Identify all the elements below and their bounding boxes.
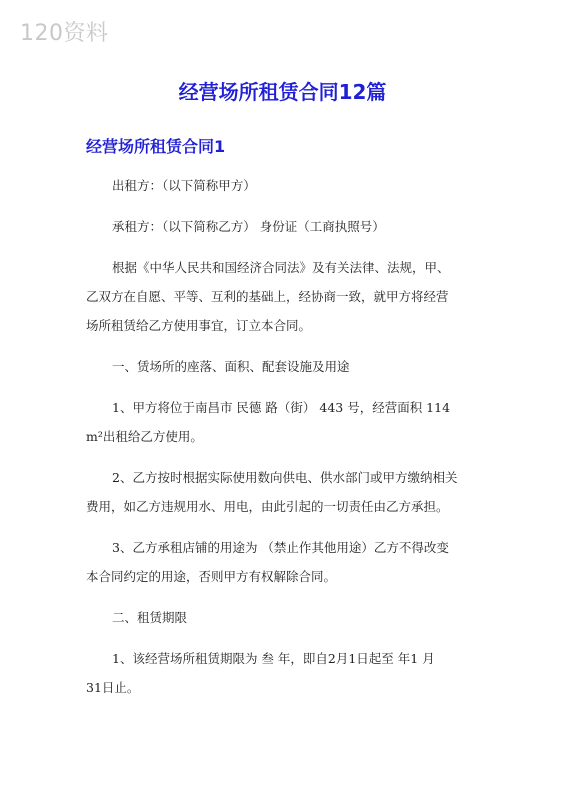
- preamble-line-1: 根据《中华人民共和国经济合同法》及有关法律、法规，甲、: [112, 260, 450, 275]
- preamble-line-3: 场所租赁给乙方使用事宜，订立本合同。: [86, 318, 312, 333]
- item-2-line-2: 费用，如乙方违规用水、用电，由此引起的一切责任由乙方承担。: [86, 499, 449, 514]
- lessor-line: 出租方：（以下简称甲方）: [112, 178, 256, 193]
- preamble-line-2: 乙双方在自愿、平等、互利的基础上，经协商一致，就甲方将经营: [86, 289, 449, 304]
- article-2-heading: 二、租赁期限: [112, 610, 188, 625]
- term-line-2: 31日止。: [86, 680, 140, 695]
- document-title: 经营场所租赁合同12篇: [178, 80, 387, 104]
- lessee-line: 承租方：（以下简称乙方） 身份证（工商执照号）: [112, 219, 385, 234]
- item-1-line-2: m²出租给乙方使用。: [86, 429, 203, 444]
- term-line-1: 1、该经营场所租赁期限为 叁 年，即自2月1日起至 年1 月: [112, 651, 435, 666]
- item-3-line-2: 本合同约定的用途，否则甲方有权解除合同。: [86, 569, 337, 584]
- item-1-line-1: 1、甲方将位于南昌市 民德 路（街） 443 号，经营面积 114: [112, 400, 451, 415]
- item-2-line-1: 2、乙方按时根据实际使用数向供电、供水部门或甲方缴纳相关: [112, 470, 458, 485]
- article-1-heading: 一、赁场所的座落、面积、配套设施及用途: [112, 359, 350, 374]
- watermark: 120资料: [20, 21, 109, 46]
- section-title: 经营场所租赁合同1: [86, 137, 226, 156]
- item-3-line-1: 3、乙方承租店铺的用途为 （禁止作其他用途）乙方不得改变: [112, 540, 449, 555]
